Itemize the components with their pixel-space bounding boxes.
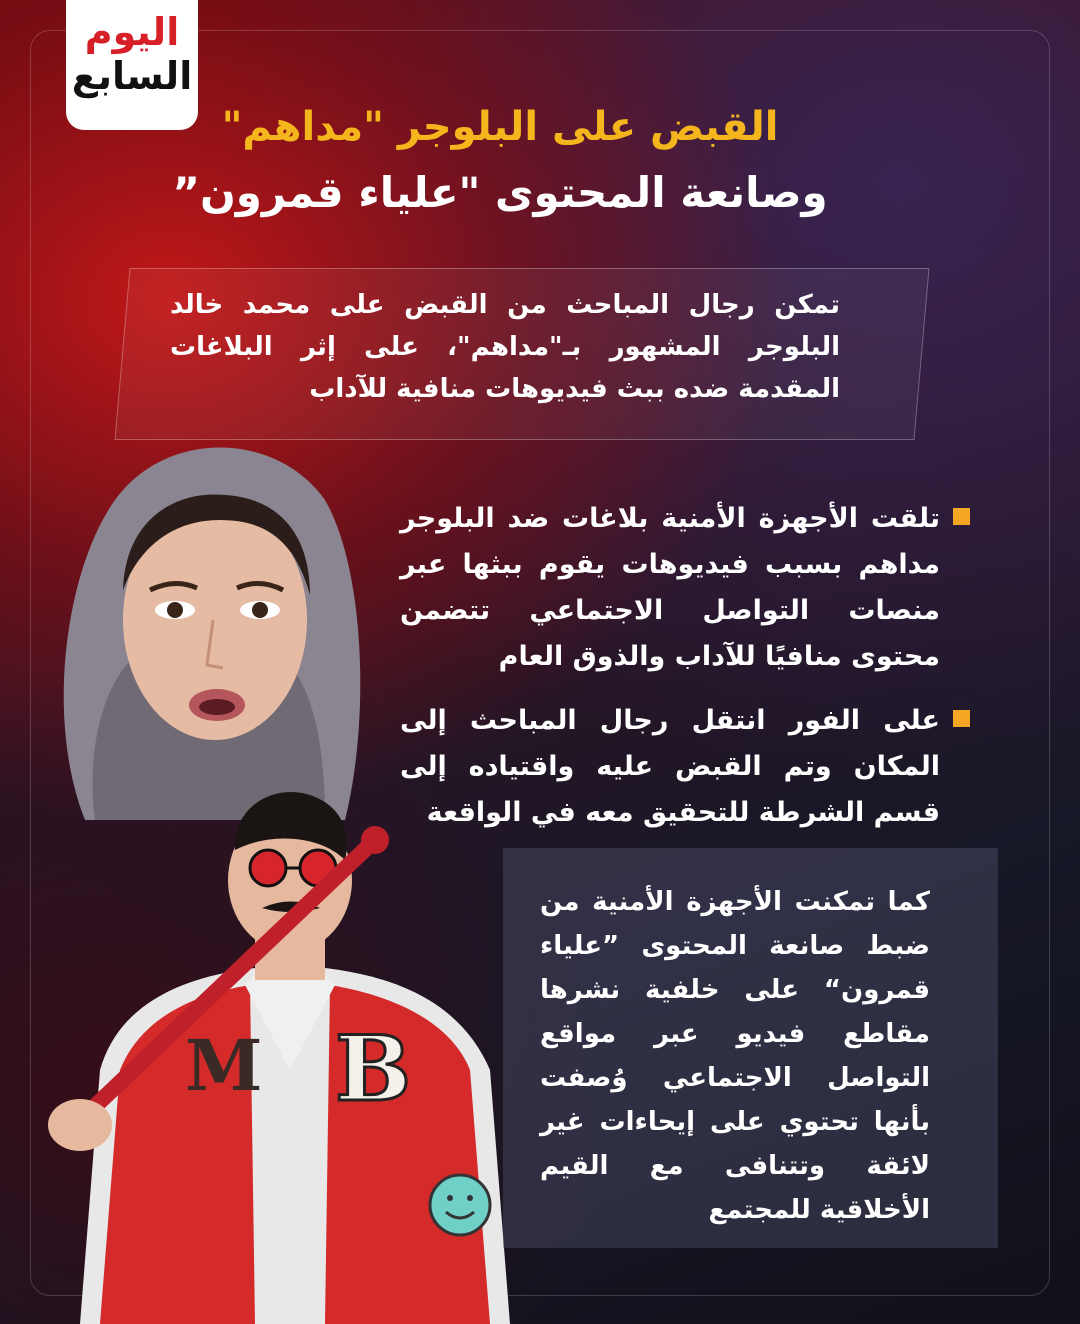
smiley-patch-icon	[430, 1175, 490, 1235]
man-photo	[40, 770, 540, 1324]
jacket-letter-m: M	[185, 1024, 263, 1107]
bullet-square-icon	[953, 710, 970, 727]
closing-paragraph: كما تمكنت الأجهزة الأمنية من ضبط صانعة المحتوى ”علياء قمرون“ على خلفية نشرها مقاطع فيديو عبر مواقع التواصل الاجتماعي وُصفت بأنها تحتوي على إيحاءات غير لائقة وتتنافى مع القيم الأخلاقية للمجتمع	[540, 887, 930, 1225]
bullet-text-1: تلقت الأجهزة الأمنية بلاغات ضد البلوجر مداهم بسبب فيديوهات يقوم ببثها عبر منصات التواصل الاجتماعي تتضمن محتوى منافيًا للآداب والذوق العام	[400, 503, 940, 672]
logo-line1: اليوم	[84, 10, 180, 54]
woman-photo	[25, 420, 375, 830]
intro-paragraph: تمكن رجال المباحث من القبض على محمد خالد البلوجر المشهور بـ"مداهم"، على إثر البلاغات المقدمة ضده ببث فيديوهات منافية للآداب	[170, 290, 840, 404]
bullet-item-2	[400, 698, 970, 828]
headline-line2: وصانعة المحتوى "علياء قمرون”	[172, 168, 828, 217]
bullet-square-icon	[953, 508, 970, 525]
headline-line1: القبض على البلوجر "مداهم"	[221, 104, 779, 150]
bullet-item-1	[400, 496, 970, 672]
logo-line2: السابع	[71, 54, 193, 98]
bullet-text-2: على الفور انتقل رجال المباحث إلى المكان وتم القبض عليه واقتياده إلى قسم الشرطة للتحقيق معه في الواقعة	[400, 705, 940, 828]
jacket-letter-b: B	[335, 1016, 412, 1122]
